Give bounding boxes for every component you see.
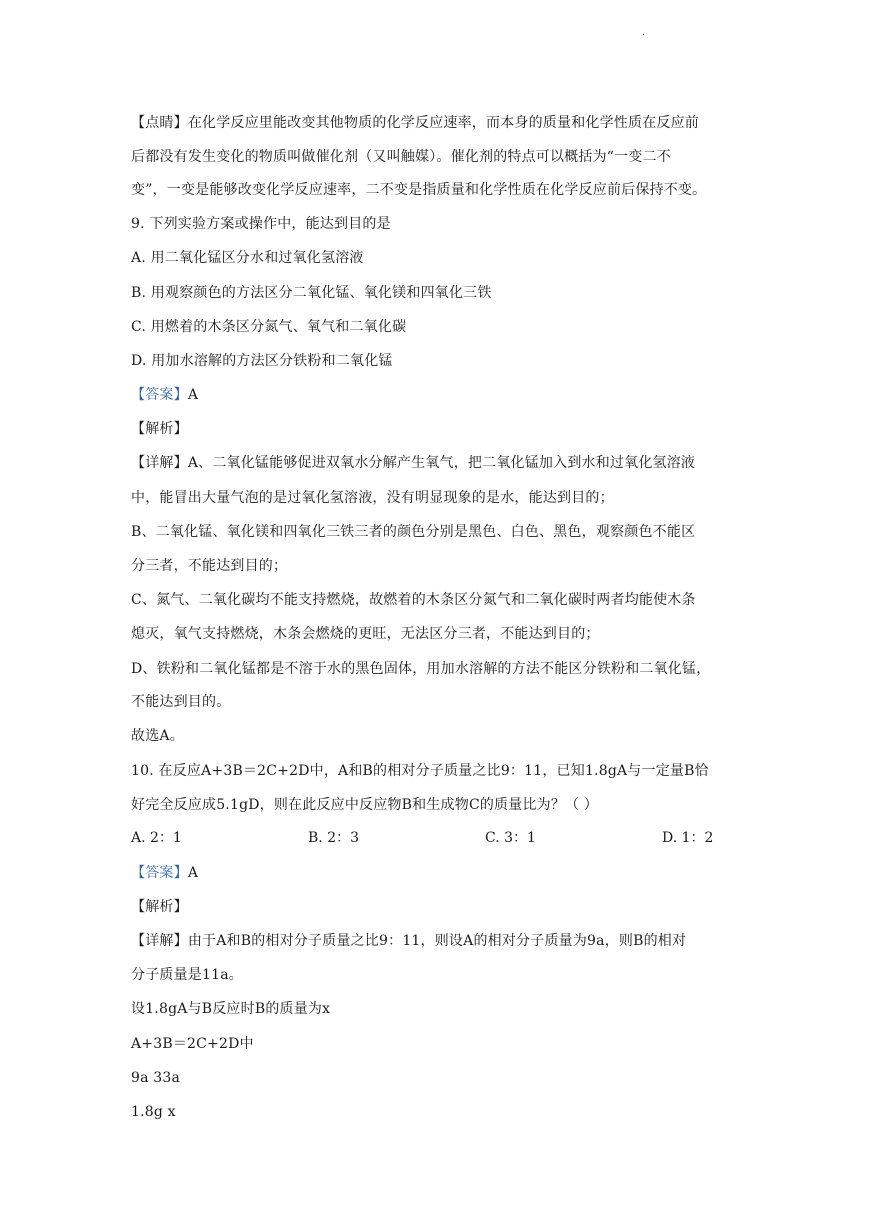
text-line: 分子质量是11a。 (131, 967, 243, 983)
answer-value: A (187, 387, 199, 403)
answer-line-9 (131, 386, 198, 404)
text-line: D、铁粉和二氧化锰都是不溶于水的黑色固体，用加水溶解的方法不能区分铁粉和二氧化锰， (131, 661, 711, 677)
text-line: 故选A。 (131, 728, 184, 744)
text-line: B、二氧化锰、氧化镁和四氧化三铁三者的颜色分别是黑色、白色、黑色，观察颜色不能区 (131, 524, 696, 540)
text-line: 【点睛】在化学反应里能改变其他物质的化学反应速率，而本身的质量和化学性质在反应前 (131, 115, 700, 131)
answer-line-10 (131, 864, 198, 882)
text-line: 变”，一变是能够改变化学反应速率，二不变是指质量和化学性质在化学反应前后保持不变。 (131, 182, 707, 198)
text-line: 【详解】A、二氧化锰能够促进双氧水分解产生氧气，把二氧化锰加入到水和过氧化氢溶液 (131, 455, 696, 471)
section-tag: 【解析】 (131, 899, 188, 915)
answer-tag: 【答案】 (131, 387, 188, 403)
section-tag: 【解析】 (131, 421, 188, 437)
equation-line: 9a 33a (131, 1070, 181, 1086)
question-10-option-d: D. 1：2 (662, 830, 714, 846)
text-line: 分三者，不能达到目的； (131, 558, 288, 574)
text-line: 熄灭，氧气支持燃烧，木条会燃烧的更旺，无法区分三者，不能达到目的； (131, 626, 600, 642)
section-tag: 【点睛】 (131, 115, 188, 131)
answer-tag: 【答案】 (131, 865, 188, 881)
question-9-option-d: D. 用加水溶解的方法区分铁粉和二氧化锰 (131, 353, 393, 369)
question-9-option-c: C. 用燃着的木条区分氮气、氧气和二氧化碳 (131, 319, 407, 335)
question-9-option-a: A. 用二氧化锰区分水和过氧化氢溶液 (131, 250, 364, 266)
question-10-option-c: C. 3：1 (485, 830, 536, 846)
analysis-tag (131, 898, 188, 916)
page-mark: · (642, 30, 646, 41)
section-tag: 【详解】 (131, 455, 188, 471)
equation-line: 1.8g x (131, 1104, 176, 1120)
text-line: 不能达到目的。 (131, 694, 231, 710)
question-10-option-b: B. 2：3 (308, 830, 360, 846)
question-10-options (0, 829, 869, 847)
text-line: 【详解】由于A和B的相对分子质量之比9：11，则设A的相对分子质量为9a，则B的相对 (131, 933, 687, 949)
text-line: 后都没有发生变化的物质叫做催化剂（又叫触媒）。催化剂的特点可以概括为“一变二不 (131, 149, 671, 165)
text-line: 设1.8gA与B反应时B的质量为x (131, 1001, 331, 1017)
question-10-stem: 10. 在反应A+3B＝2C+2D中，A和B的相对分子质量之比9：11，已知1.8gA与一定量B恰 (131, 763, 709, 779)
question-9-stem: 9. 下列实验方案或操作中，能达到目的是 (131, 216, 391, 232)
equation-line: A+3B＝2C+2D中 (131, 1036, 254, 1052)
question-10-stem-cont: 好完全反应成5.1gD，则在此反应中反应物B和生成物C的质量比为？（ ） (131, 797, 599, 813)
question-10-option-a: A. 2：1 (131, 830, 182, 846)
section-tag: 【详解】 (131, 933, 188, 949)
text-line: C、氮气、二氧化碳均不能支持燃烧，故燃着的木条区分氮气和二氧化碳时两者均能使木条 (131, 592, 696, 608)
text-line: 中，能冒出大量气泡的是过氧化氢溶液，没有明显现象的是水，能达到目的； (131, 490, 614, 506)
analysis-tag (131, 420, 188, 438)
question-9-option-b: B. 用观察颜色的方法区分二氧化锰、氧化镁和四氧化三铁 (131, 285, 492, 301)
answer-value: A (187, 865, 199, 881)
